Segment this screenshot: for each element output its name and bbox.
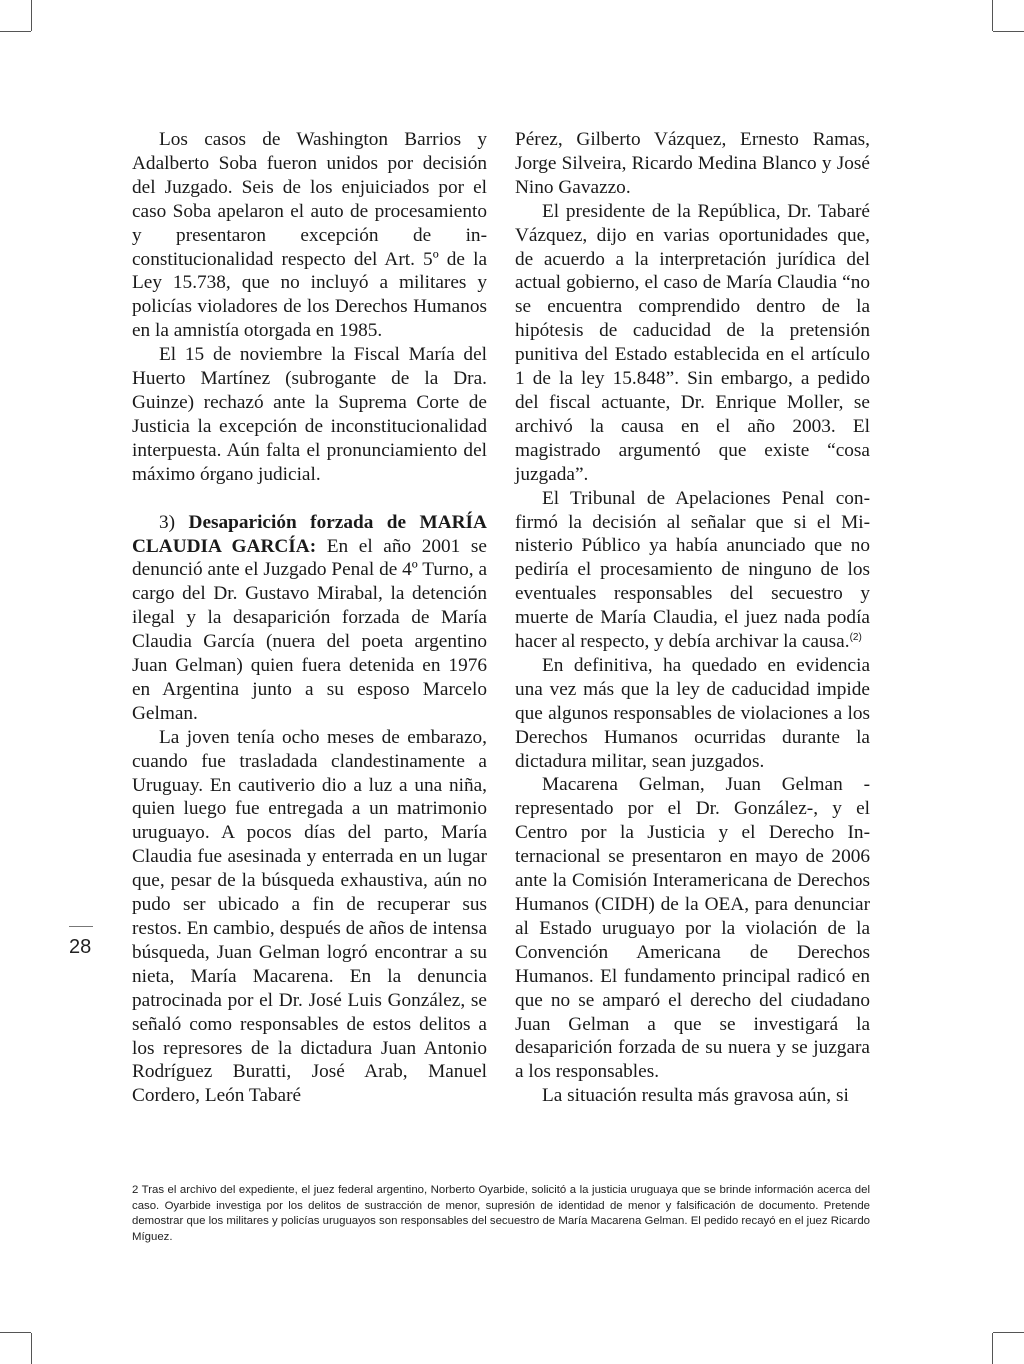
crop-mark-bottom-right-h bbox=[993, 1332, 1024, 1333]
footnote: 2 Tras el archivo del expediente, el juez federal argentino, Norberto Oyarbide, solicitó a la justicia uruguaya que se brinde información acerca del caso. Oyarbide investiga por los delitos de sustracción de menor, supresión de identidad de menor y falsificación de documento. Pretende demostrar que los militares y policías uruguayos son responsables del secuestro de María Macarena Gelman. El pedido recayó en el juez Ricardo Míguez. bbox=[132, 1184, 870, 1243]
paragraph bbox=[515, 487, 870, 654]
crop-mark-top-left-v bbox=[31, 0, 32, 31]
crop-mark-top-right-v bbox=[992, 0, 993, 31]
section-body: En el año 2001 se denunció ante el Juzgado Penal de 4º Turno, a cargo del Dr. Gustavo Mirabal, la detención ilegal y la desaparición forzada de María Claudia García (nuera del poeta argentino Juan Gelman) quien fuera detenida en 1976 en Argentina junto a su esposo Marcelo Gelman. bbox=[132, 535, 487, 724]
crop-mark-bottom-left-v bbox=[31, 1333, 32, 1364]
paragraph: Los casos de Washington Barrios y Adalberto Soba fueron unidos por decisión del Juzgado. Seis de los enjuiciados por el caso Soba apelaron el auto de procesamiento y presentaron excepción de inconstitucionalidad respecto del Art. 5º de la Ley 15.738, que no incluyó a militares y policías violadores de los Derechos Humanos en la amnistía otorgada en 1985. bbox=[132, 129, 487, 342]
section-heading: Desaparición forzada de MARÍA CLAUDIA GARCÍA: bbox=[132, 511, 487, 557]
paragraph: El presidente de la República, Dr. Tabaré Vázquez, dijo en varias oportunidades que, de acuerdo a la interpretación jurídica del actual gobierno, el caso de María Claudia “no se encuentra comprendido dentro de la hipótesis de caducidad de la pretensión punitiva del Estado establecida en el artículo 1 de la ley 15.848”. Sin embargo, a pedido del fiscal actuante, Dr. Enrique Moller, se archivó la causa en el año 2003. El magistrado argumentó que existe “cosa juzgada”. bbox=[515, 200, 870, 485]
paragraph: Macarena Gelman, Juan Gelman -representado por el Dr. González-, y el Centro por la Justicia y el Derecho Internacional se presentaron en mayo de 2006 ante la Comisión Interamericana de Derechos Humanos (CIDH) de la OEA, para denunciar al Estado uruguayo por la violación de la Convención Americana de Derechos Humanos. El fundamento principal radicó en que no se amparó el derecho del ciudadano Juan Gelman a que se investigará la desaparición forzada de su nuera y se juzgara a los responsables. bbox=[515, 774, 870, 1083]
paragraph-text: El Tribunal de Apelaciones Penal confirmó la decisión al señalar que si el Ministerio Público ya había anunciado que no pediría el procesamiento de ninguno de los eventuales responsables del secuestro y muerte de María Claudia, el juez nada podía hacer al respecto, y debía archivar la causa. bbox=[515, 487, 870, 653]
text-column-left bbox=[132, 128, 487, 1108]
paragraph: La situación resulta más gravosa aún, si bbox=[542, 1085, 849, 1107]
paragraph: En definitiva, ha quedado en evidencia una vez más que la ley de caducidad impide que algunos responsables de violaciones a los Derechos Humanos ocurridas durante la dictadura militar, sean juzgados. bbox=[515, 654, 870, 772]
paragraph: El 15 de noviembre la Fiscal María del Huerto Martínez (subrogante de la Dra. Guinze) rechazó ante la Suprema Corte de Justicia la excepción de inconstitucionalidad interpuesta. Aún falta el pronunciamiento del máximo órgano judicial. bbox=[132, 344, 487, 485]
page-number: 28 bbox=[69, 936, 92, 958]
crop-mark-bottom-right-v bbox=[992, 1333, 993, 1364]
text-column-right bbox=[515, 128, 870, 1108]
footnote-reference: (2) bbox=[849, 632, 862, 644]
crop-mark-top-left-h bbox=[0, 31, 31, 32]
page-number-rule bbox=[69, 926, 93, 927]
crop-mark-top-right-h bbox=[993, 31, 1024, 32]
paragraph: La joven tenía ocho meses de embarazo, cuando fue trasladada clandestinamente a Uruguay. En cautiverio dio a luz a una niña, quien luego fue entregada a un matrimonio uruguayo. A pocos días del parto, María Claudia fue asesinada y enterrada en un lugar que, pesar de la búsqueda exhaustiva, aún no pudo ser ubicado a fin de recuperar sus restos. En cambio, después de años de intensa búsqueda, Juan Gelman logró encontrar a su nieta, María Macarena. En la denuncia patrocinada por el Dr. José Luis González, se señaló como responsables de estos delitos a los represores de la dictadura Juan Antonio Rodríguez Buratti, José Arab, Manuel Cordero, León Tabaré bbox=[132, 726, 487, 1107]
section-paragraph bbox=[132, 511, 487, 726]
paragraph: Pérez, Gilberto Vázquez, Ernesto Ramas, Jorge Silveira, Ricardo Medina Blanco y José Nino Gavazzo. bbox=[515, 129, 870, 198]
section-number: 3) bbox=[159, 511, 176, 533]
crop-mark-bottom-left-h bbox=[0, 1332, 31, 1333]
